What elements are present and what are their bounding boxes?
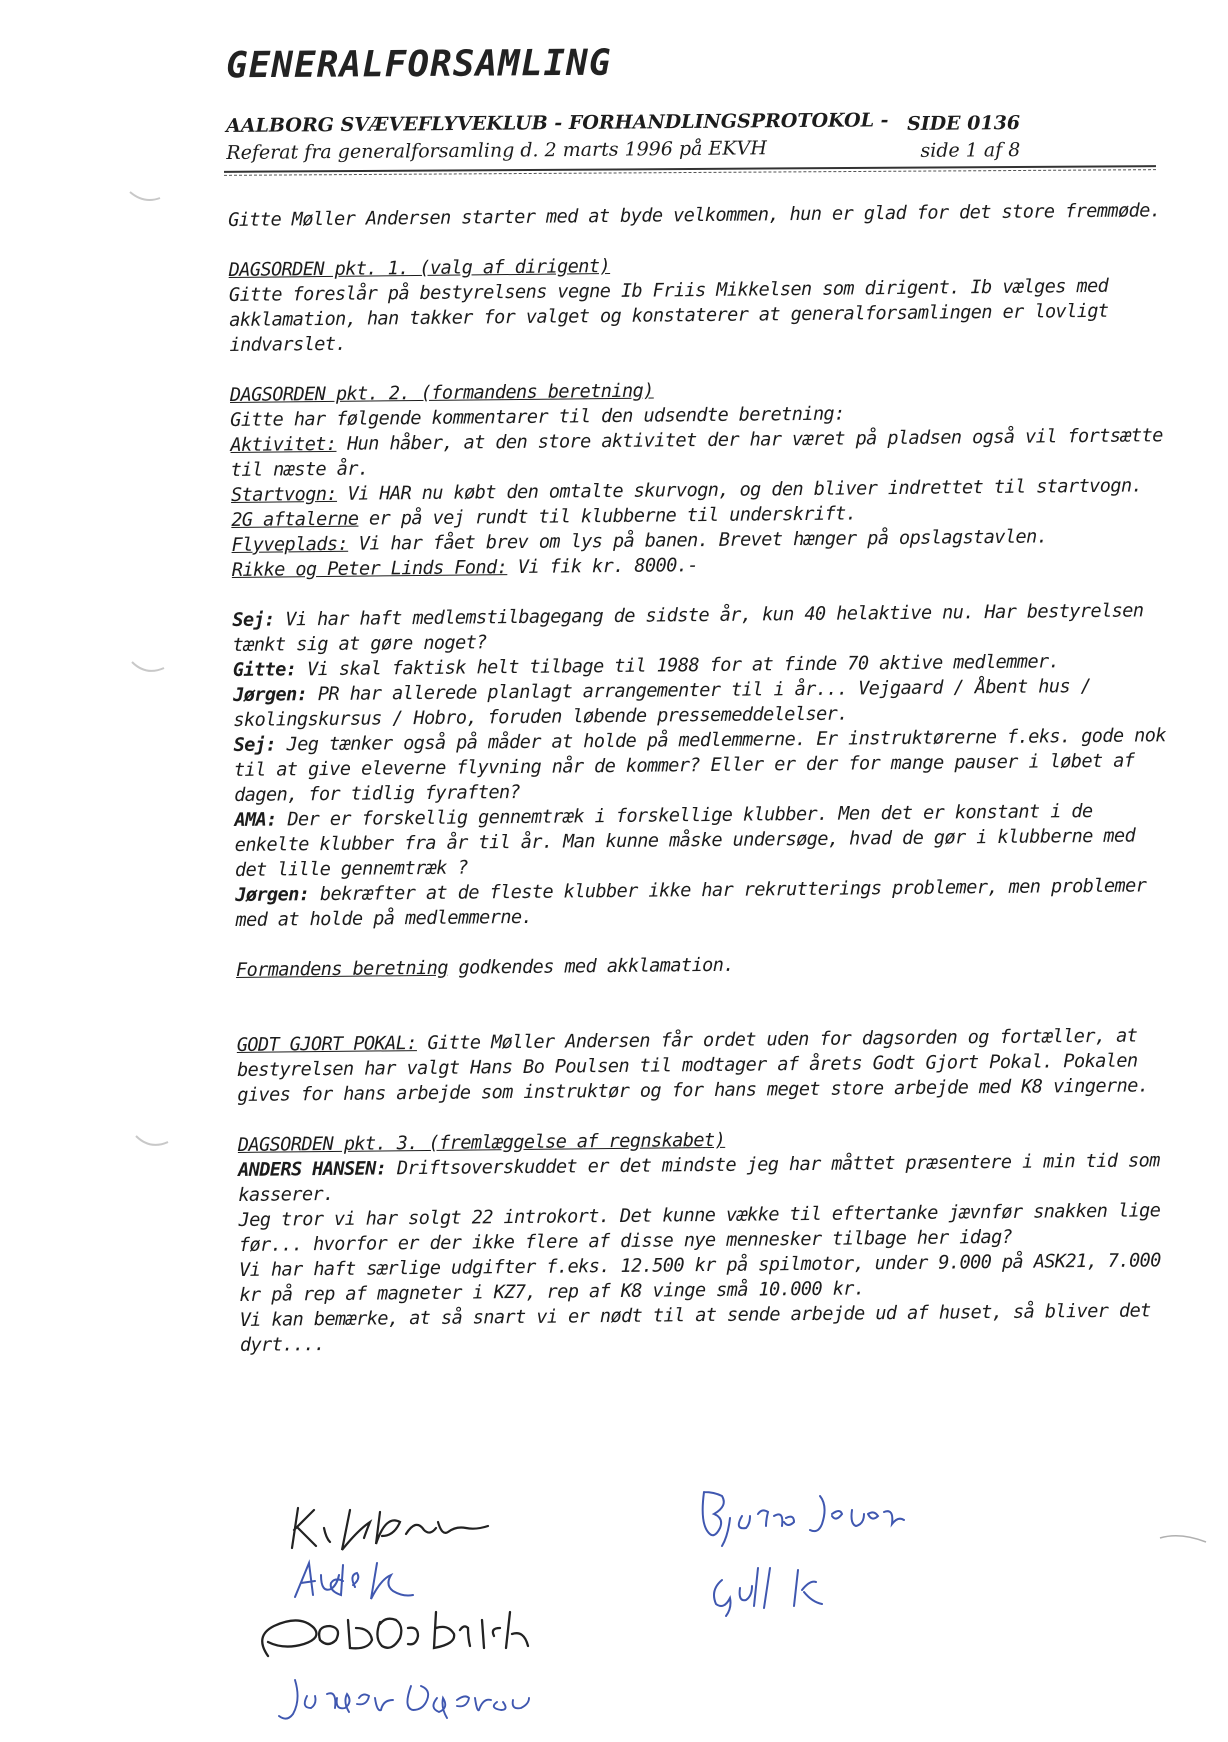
comment-label: Startvogn: — [230, 483, 338, 506]
speaker-label: Jørgen: — [232, 684, 308, 706]
comment-text: er på vej rundt til klubberne til underskrift. — [358, 503, 857, 530]
speaker-label: ANDERS HANSEN: — [237, 1158, 387, 1181]
approval-text: godkendes med akklamation. — [447, 954, 735, 979]
page-of: side 1 af 8 — [920, 138, 1021, 162]
speaker-label: Jørgen: — [235, 884, 310, 906]
document-title: GENERALFORSAMLING — [225, 42, 612, 87]
comment-text: Vi HAR nu købt den omtalte skurvogn, og den bliver indrettet til startvogn. — [336, 475, 1143, 505]
agenda-item-2-intro: Gitte har følgende kommentarer til den udsendte beretning: — [230, 403, 845, 431]
speaker-label: AMA: — [234, 809, 277, 831]
accounts-line: Vi kan bemærke, at så snart vi er nødt til at sende arbejde ud af huset, så bliver det dyrt.... — [239, 1300, 1151, 1356]
agenda-item-3-heading: DAGSORDEN pkt. 3. (fremlæggelse af regnskabet) — [237, 1129, 726, 1156]
comment-label: 2G aftalerne — [231, 508, 359, 531]
comment-label: Aktivitet: — [230, 433, 337, 456]
signature-jorgen-mogensen — [275, 1670, 565, 1725]
comment-text: Vi fik kr. 8000.- — [507, 555, 699, 579]
speaker-text: Vi skal faktisk helt tilbage til 1988 for at finde 70 aktive medlemmer. — [296, 651, 1060, 681]
speaker-text: bekræfter at de fleste klubber ikke har rekrutterings problemer, men problemer med at holde på medlemmerne. — [235, 875, 1147, 931]
comment-label: Flyveplads: — [231, 533, 349, 556]
comment-text: Vi har fået brev om lys på banen. Brevet hænger på opslagstavlen. — [347, 526, 1048, 555]
pokal-label: GODT GJORT POKAL: — [236, 1033, 417, 1056]
approval-label: Formandens beretning — [235, 957, 448, 981]
speaker-label: Sej: — [232, 609, 275, 631]
accounts-text: Driftsoverskuddet er det mindste jeg har måttet præsentere i min tid som kasserer. — [238, 1150, 1160, 1206]
speaker-text: Vi har haft medlemstilbagegang de sidste år, kun 40 helaktive nu. Har bestyrelsen tænkt sig at gøre noget? — [232, 600, 1144, 656]
speaker-label: Gitte: — [232, 659, 297, 681]
comment-text: Hun håber, at den store aktivitet der har været på pladsen også vil fortsætte til næste år. — [230, 425, 1163, 481]
organization-line: AALBORG SVÆVEFLYVEKLUB - FORHANDLINGSPROTOKOL - — [226, 109, 889, 137]
speaker-label: Sej: — [233, 734, 277, 756]
signature-bjarne-jensen — [690, 1480, 930, 1560]
speaker-text: Der er forskellig gennemtræk i forskellige klubber. Men det er konstant i de enkelte klubber fra år til år. Man kunne måske undersøge, hvad de gør i klubberne med det lille gennemtræk ? — [234, 800, 1136, 881]
speaker-text: Jeg tænker også på måder at holde på medlemmerne. Er instruktørerne f.eks. gode nok til at give eleverne flyvning når de kommer? Eller er der for mange pauser i løbet af dagen, for tidlig fyraften? — [233, 725, 1167, 806]
comment-label: Rikke og Peter Linds Fond: — [231, 557, 508, 581]
accounts-line: Vi har haft særlige udgifter f.eks. 12.500 kr på spilmotor, under 9.000 på ASK21, 7.000 kr på rep af magneter i KZ7, rep af K8 vinge små 10.000 kr. — [239, 1250, 1161, 1306]
signature-anders-h — [285, 1555, 435, 1605]
agenda-item-1-text: Gitte foreslår på bestyrelsens vegne Ib Friis Mikkelsen som dirigent. Ib vælges med akklamation, han takker for valget og konstaterer at generalforsamlingen er lovligt indvarslet. — [228, 275, 1109, 356]
agenda-item-1-heading: DAGSORDEN pkt. 1. (valg af dirigent) — [228, 256, 611, 281]
meeting-subtitle: Referat fra generalforsamling d. 2 marts 1996 på EKVH — [226, 137, 767, 164]
side-number: SIDE 0136 — [906, 111, 1021, 135]
intro-paragraph: Gitte Møller Andersen starter med at byde velkommen, hun er glad for det store fremmøde. — [228, 200, 1161, 231]
signature-kim-b-poulsen — [280, 1500, 500, 1555]
speaker-text: PR har allerede planlagt arrangementer til i år... Vejgaard / Åbent hus / skolingskursus / Hobro, foruden løbende pressemeddelelser. — [233, 675, 1092, 731]
agenda-item-2-heading: DAGSORDEN pkt. 2. (formandens beretning) — [229, 380, 654, 406]
pokal-text: Gitte Møller Andersen får ordet uden for dagsorden og fortæller, at bestyrelsen har valgt Hans Bo Poulsen til modtager af årets Godt Gjort Pokal. Pokalen gives for hans arbejde som instruktør og for hans meget store arbejde med K8 vingerne. — [236, 1025, 1149, 1106]
accounts-line: Jeg tror vi har solgt 22 introkort. Det kunne vække til eftertanke jævnfør snakken lige før... hvorfor er der ikke flere af disse nye mennesker tilbage her idag? — [238, 1200, 1161, 1256]
signature-poul-birch — [250, 1600, 540, 1670]
signature-gull-k — [700, 1560, 860, 1620]
